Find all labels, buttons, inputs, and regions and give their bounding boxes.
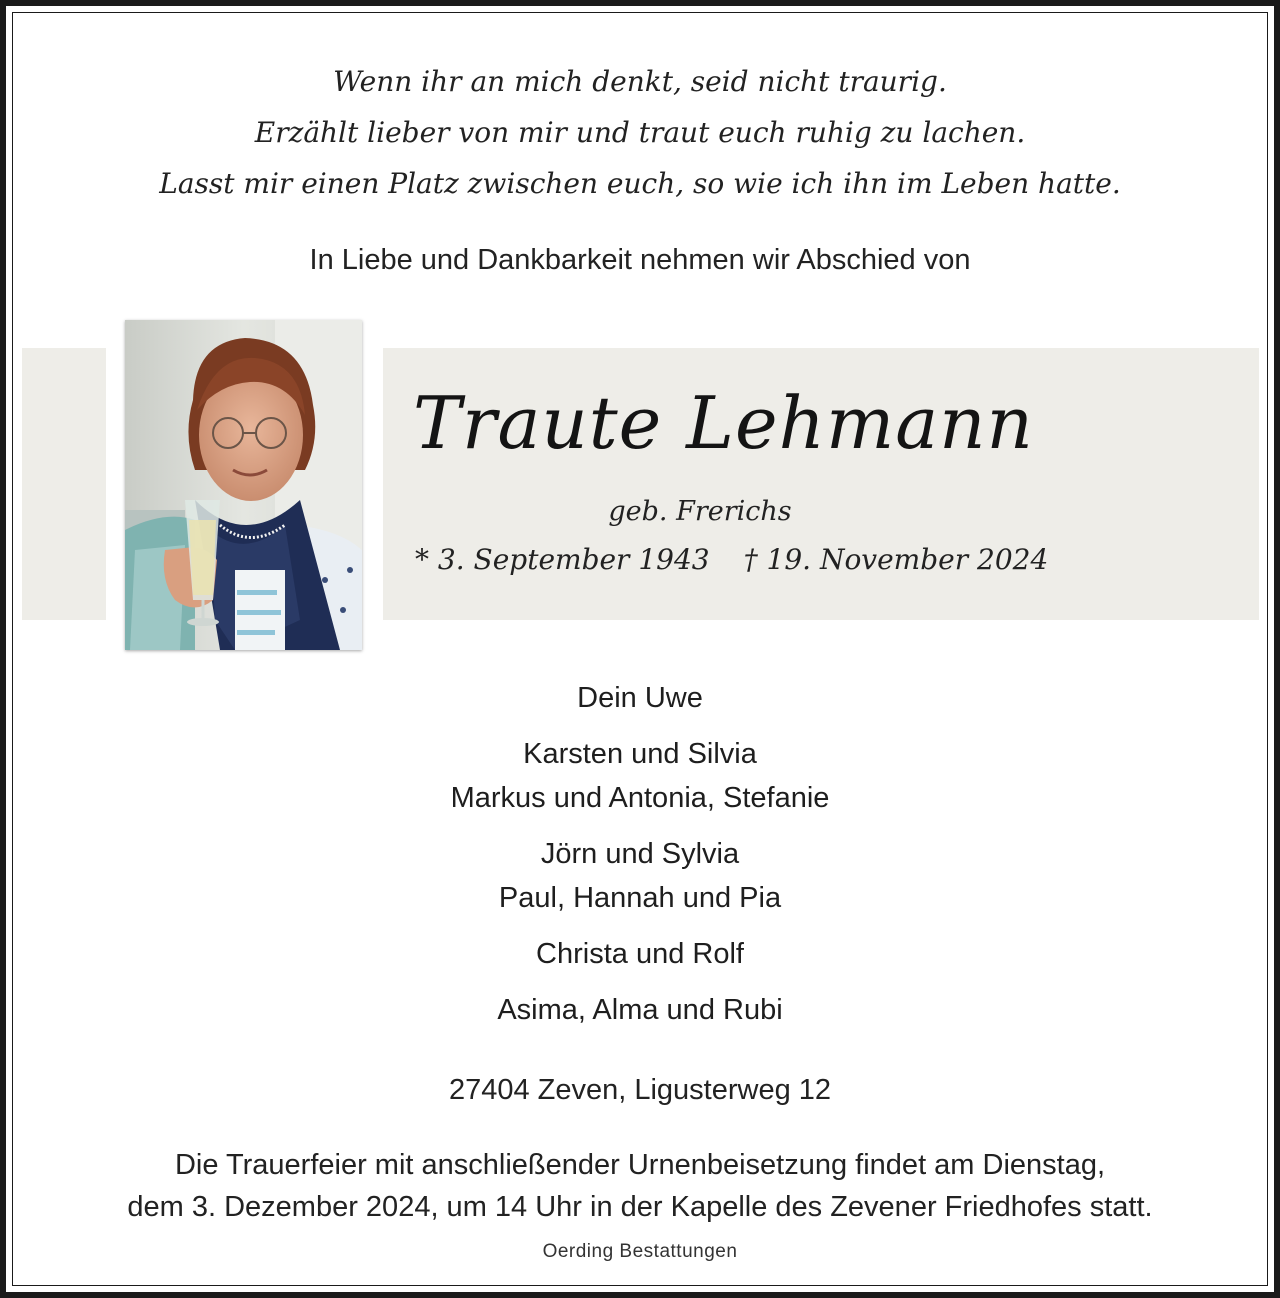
mourner-group (0, 832, 1280, 920)
birth-name: geb. Frerichs (608, 496, 792, 527)
mourner-group (0, 988, 1280, 1032)
service-line: dem 3. Dezember 2024, um 14 Uhr in der Kapelle des Zevener Friedhofes statt. (127, 1191, 1153, 1223)
birth-date: * 3. September 1943 (415, 543, 710, 576)
verse-line: Erzählt lieber von mir und traut euch ruhig zu lachen. (254, 116, 1026, 149)
mourner-group (0, 932, 1280, 976)
mourner-line: Christa und Rolf (536, 938, 744, 970)
deceased-name: Traute Lehmann (413, 381, 1034, 465)
mourner-group (0, 676, 1280, 720)
death-date: † 19. November 2024 (743, 543, 1049, 576)
name-band-left (22, 348, 106, 620)
family-address: 27404 Zeven, Ligusterweg 12 (448, 1074, 832, 1106)
mourner-line: Asima, Alma und Rubi (497, 994, 783, 1026)
life-dates (415, 543, 1049, 576)
mourners-list (0, 676, 1280, 1044)
verse-line: Wenn ihr an mich denkt, seid nicht traurig. (333, 65, 947, 98)
undertaker-name: Oerding Bestattungen (542, 1241, 738, 1262)
mourner-line: Dein Uwe (577, 682, 703, 714)
service-line: Die Trauerfeier mit anschließender Urnenbeisetzung findet am Dienstag, (174, 1149, 1106, 1181)
mourner-group (0, 732, 1280, 820)
mourner-line: Markus und Antonia, Stefanie (450, 782, 830, 814)
funeral-service-notice (0, 1144, 1280, 1228)
verse-line: Lasst mir einen Platz zwischen euch, so wie ich ihn im Leben hatte. (159, 167, 1121, 200)
portrait-photo (125, 320, 362, 650)
farewell-intro: In Liebe und Dankbarkeit nehmen wir Abschied von (309, 244, 971, 276)
mourner-line: Jörn und Sylvia (540, 838, 740, 870)
mourner-line: Karsten und Silvia (523, 738, 757, 770)
mourner-line: Paul, Hannah und Pia (498, 882, 782, 914)
memorial-verse (0, 56, 1280, 209)
